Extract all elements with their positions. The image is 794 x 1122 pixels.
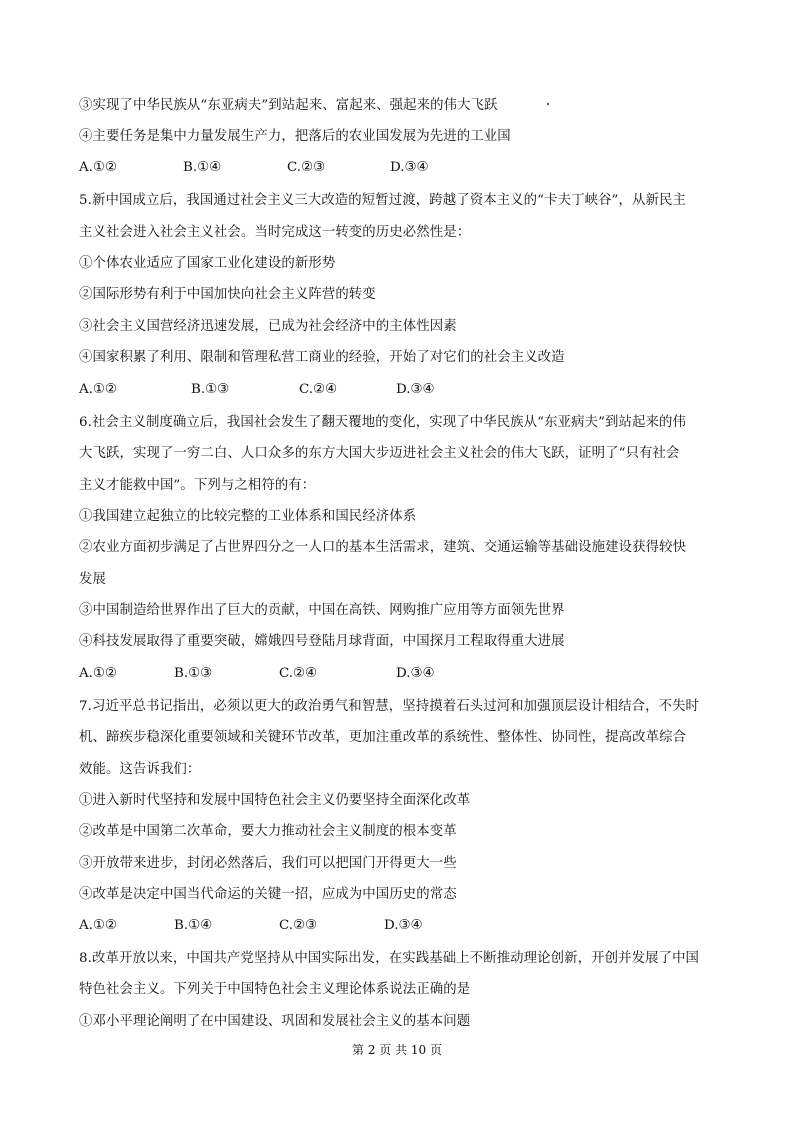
q6-option-4: ④科技发展取得了重要突破，嫦娥四号登陆月球背面，中国探月工程取得重大进展 xyxy=(79,634,565,649)
page-number: 第 2 页 共 10 页 xyxy=(352,1043,442,1057)
choice-c: C.②③ xyxy=(287,160,326,175)
q8-option-1: ①邓小平理论阐明了在中国建设、巩固和发展社会主义的基本问题 xyxy=(79,1014,471,1029)
q7-option-1: ①进入新时代坚持和发展中国特色社会主义仍要坚持全面深化改革 xyxy=(79,793,471,808)
q7-choices xyxy=(79,916,719,936)
q5-stem-line-1: 5.新中国成立后，我国通过社会主义三大改造的短暂过渡，跨越了资本主义的“卡夫丁峡谷”，从新民主 xyxy=(79,193,686,208)
q7-stem-line-3: 效能。这告诉我们： xyxy=(79,762,201,777)
q8-stem-line-2: 特色社会主义。下列关于中国特色社会主义理论体系说法正确的是 xyxy=(79,982,471,997)
q6-stem-line-1: 6.社会主义制度确立后，我国社会发生了翻天覆地的变化，实现了中华民族从“东亚病夫”到站起来的伟 xyxy=(79,415,686,430)
choice-b: B.①③ xyxy=(191,382,230,397)
choice-b: B.①④ xyxy=(174,918,213,933)
q6-option-3: ③中国制造给世界作出了巨大的贡献，中国在高铁、网购推广应用等方面领先世界 xyxy=(79,603,565,618)
q8-stem-line-1: 8.改革开放以来，中国共产党坚持从中国实际出发，在实践基础上不断推动理论创新，开创并发展了中国 xyxy=(79,951,700,966)
q5-option-4: ④国家积累了利用、限制和管理私营工商业的经验，开始了对它们的社会主义改造 xyxy=(79,350,565,365)
choice-d: D.③④ xyxy=(384,918,423,933)
q6-option-2-cont: 发展 xyxy=(79,572,106,587)
q4-option-4: ④主要任务是集中力量发展生产力，把落后的农业国发展为先进的工业国 xyxy=(79,129,511,144)
q6-choices xyxy=(79,664,719,684)
choice-d: D.③④ xyxy=(390,160,429,175)
choice-c: C.②③ xyxy=(279,918,318,933)
q5-option-1: ①个体农业适应了国家工业化建设的新形势 xyxy=(79,256,336,271)
stray-dot xyxy=(547,103,549,105)
q6-stem-line-3: 主义才能救中国”。下列与之相符的有： xyxy=(79,478,316,493)
q7-option-3: ③开放带来进步，封闭必然落后，我们可以把国门开得更大一些 xyxy=(79,856,457,871)
choice-d: D.③④ xyxy=(396,666,435,681)
q5-option-2: ②国际形势有利于中国加快向社会主义阵营的转变 xyxy=(79,287,376,302)
q7-stem-line-2: 机、蹄疾步稳深化重要领域和关键环节改革，更加注重改革的系统性、整体性、协同性，提高改革综合 xyxy=(79,730,687,745)
q6-option-2: ②农业方面初步满足了占世界四分之一人口的基本生活需求，建筑、交通运输等基础设施建设获得较快 xyxy=(79,540,687,555)
q7-stem-line-1: 7.习近平总书记指出，必须以更大的政治勇气和智慧，坚持摸着石头过河和加强顶层设计相结合，不失时 xyxy=(79,699,700,714)
q5-choices xyxy=(79,380,719,400)
q5-stem-line-2: 主义社会进入社会主义社会。当时完成这一转变的历史必然性是： xyxy=(79,225,471,240)
choice-c: C.②④ xyxy=(299,382,338,397)
choice-a: A.①② xyxy=(79,160,117,175)
q7-option-4: ④改革是决定中国当代命运的关键一招，应成为中国历史的常态 xyxy=(79,887,457,902)
choice-a: A.①② xyxy=(79,666,117,681)
q4-option-3: ③实现了中华民族从“东亚病夫”到站起来、富起来、强起来的伟大飞跃 xyxy=(79,98,498,113)
q6-stem-line-2: 大飞跃，实现了一穷二白、人口众多的东方大国大步迈进社会主义社会的伟大飞跃，证明了“只有社会 xyxy=(79,446,680,461)
choice-b: B.①④ xyxy=(183,160,222,175)
q5-option-3: ③社会主义国营经济迅速发展，已成为社会经济中的主体性因素 xyxy=(79,319,457,334)
q7-option-2: ②改革是中国第二次革命，要大力推动社会主义制度的根本变革 xyxy=(79,824,457,839)
choice-b: B.①③ xyxy=(174,666,213,681)
choice-c: C.②④ xyxy=(279,666,318,681)
q4-choices xyxy=(79,158,719,178)
q6-option-1: ①我国建立起独立的比较完整的工业体系和国民经济体系 xyxy=(79,509,417,524)
choice-a: A.①② xyxy=(79,382,117,397)
choice-a: A.①② xyxy=(79,918,117,933)
choice-d: D.③④ xyxy=(396,382,435,397)
